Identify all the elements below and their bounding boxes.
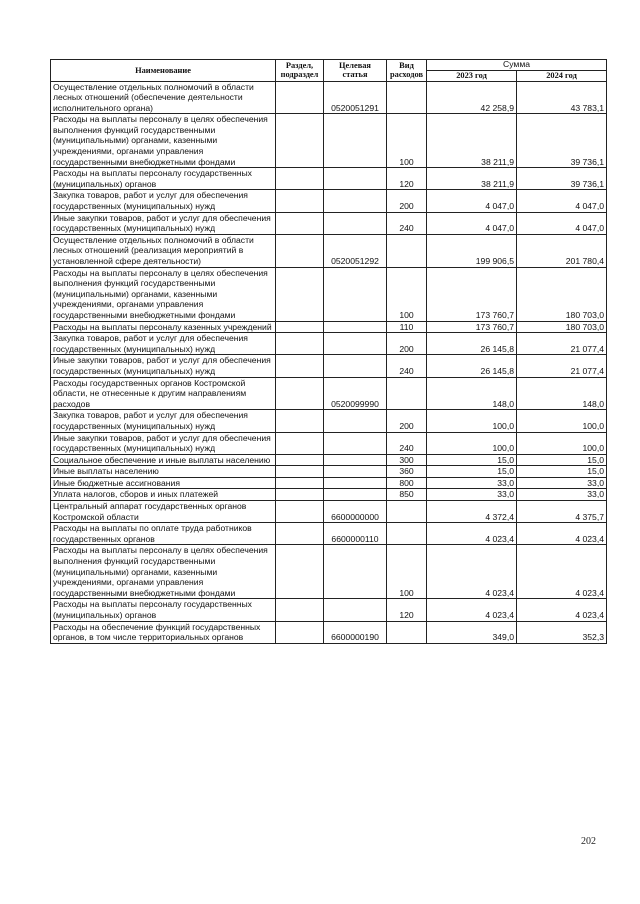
- table-row: [51, 545, 607, 599]
- table-header: [51, 60, 607, 82]
- cell-target: [324, 355, 387, 377]
- table-row: [51, 523, 607, 545]
- header-sum: Сумма: [427, 60, 607, 71]
- cell-section: [276, 466, 324, 478]
- cell-sum-2023: 42 258,9: [427, 81, 517, 114]
- header-section: Раздел, подраздел: [276, 60, 324, 82]
- cell-name: Расходы на выплаты персоналу государственных (муниципальных) органов: [51, 168, 276, 190]
- cell-type: 240: [387, 212, 427, 234]
- cell-type: [387, 234, 427, 267]
- cell-type: 100: [387, 267, 427, 321]
- cell-type: 200: [387, 410, 427, 432]
- cell-target: [324, 321, 387, 333]
- cell-target: [324, 267, 387, 321]
- cell-sum-2023: 4 023,4: [427, 545, 517, 599]
- cell-section: [276, 190, 324, 212]
- cell-section: [276, 454, 324, 466]
- cell-sum-2024: 15,0: [517, 454, 607, 466]
- table-row: [51, 377, 607, 410]
- cell-section: [276, 333, 324, 355]
- table-row: [51, 321, 607, 333]
- cell-sum-2024: 180 703,0: [517, 267, 607, 321]
- cell-type: 200: [387, 190, 427, 212]
- budget-table: [50, 59, 607, 644]
- cell-target: [324, 212, 387, 234]
- cell-type: [387, 523, 427, 545]
- cell-sum-2023: 26 145,8: [427, 355, 517, 377]
- cell-sum-2024: 201 780,4: [517, 234, 607, 267]
- cell-sum-2024: 21 077,4: [517, 355, 607, 377]
- cell-target: [324, 489, 387, 501]
- cell-target: [324, 477, 387, 489]
- cell-target: 6600000110: [324, 523, 387, 545]
- cell-section: [276, 489, 324, 501]
- cell-section: [276, 621, 324, 643]
- cell-type: 850: [387, 489, 427, 501]
- cell-sum-2024: 39 736,1: [517, 168, 607, 190]
- cell-name: Расходы на выплаты персоналу государственных (муниципальных) органов: [51, 599, 276, 621]
- cell-sum-2023: 38 211,9: [427, 168, 517, 190]
- cell-section: [276, 81, 324, 114]
- cell-type: 120: [387, 168, 427, 190]
- table-row: [51, 267, 607, 321]
- cell-target: [324, 333, 387, 355]
- table-body: [51, 81, 607, 643]
- table-row: [51, 599, 607, 621]
- cell-sum-2023: 33,0: [427, 489, 517, 501]
- table-row: [51, 333, 607, 355]
- cell-sum-2023: 349,0: [427, 621, 517, 643]
- cell-type: [387, 501, 427, 523]
- cell-type: 200: [387, 333, 427, 355]
- cell-sum-2024: 4 023,4: [517, 545, 607, 599]
- cell-sum-2023: 4 047,0: [427, 190, 517, 212]
- cell-type: 240: [387, 355, 427, 377]
- cell-name: Социальное обеспечение и иные выплаты населению: [51, 454, 276, 466]
- cell-type: 110: [387, 321, 427, 333]
- cell-type: [387, 81, 427, 114]
- cell-sum-2024: 39 736,1: [517, 114, 607, 168]
- cell-section: [276, 234, 324, 267]
- table-row: [51, 621, 607, 643]
- cell-sum-2023: 148,0: [427, 377, 517, 410]
- cell-sum-2024: 4 047,0: [517, 212, 607, 234]
- table-row: [51, 432, 607, 454]
- cell-sum-2023: 173 760,7: [427, 321, 517, 333]
- cell-sum-2023: 15,0: [427, 454, 517, 466]
- cell-name: Расходы на выплаты по оплате труда работников государственных органов: [51, 523, 276, 545]
- cell-section: [276, 267, 324, 321]
- cell-sum-2024: 100,0: [517, 410, 607, 432]
- cell-sum-2023: 199 906,5: [427, 234, 517, 267]
- cell-sum-2024: 15,0: [517, 466, 607, 478]
- cell-target: [324, 599, 387, 621]
- cell-name: Расходы на выплаты персоналу в целях обеспечения выполнения функций государственными (муниципальными) органами, казенными учреждениями, органами управления государственными внебюджетными фондами: [51, 267, 276, 321]
- cell-sum-2024: 4 023,4: [517, 523, 607, 545]
- cell-type: 240: [387, 432, 427, 454]
- cell-name: Иные закупки товаров, работ и услуг для обеспечения государственных (муниципальных) нужд: [51, 432, 276, 454]
- cell-sum-2023: 173 760,7: [427, 267, 517, 321]
- cell-sum-2023: 26 145,8: [427, 333, 517, 355]
- cell-target: [324, 410, 387, 432]
- cell-section: [276, 545, 324, 599]
- table-row: [51, 410, 607, 432]
- cell-section: [276, 599, 324, 621]
- cell-sum-2023: 15,0: [427, 466, 517, 478]
- cell-target: [324, 168, 387, 190]
- table-row: [51, 501, 607, 523]
- cell-sum-2024: 4 047,0: [517, 190, 607, 212]
- header-year-2023: 2023 год: [427, 70, 517, 81]
- cell-target: 0520051291: [324, 81, 387, 114]
- cell-section: [276, 501, 324, 523]
- cell-sum-2023: 100,0: [427, 432, 517, 454]
- cell-target: [324, 432, 387, 454]
- cell-section: [276, 410, 324, 432]
- cell-section: [276, 114, 324, 168]
- cell-type: [387, 621, 427, 643]
- header-name: Наименование: [51, 60, 276, 82]
- cell-sum-2024: 4 375,7: [517, 501, 607, 523]
- cell-sum-2023: 4 372,4: [427, 501, 517, 523]
- cell-name: Закупка товаров, работ и услуг для обеспечения государственных (муниципальных) нужд: [51, 410, 276, 432]
- cell-type: 120: [387, 599, 427, 621]
- cell-sum-2024: 148,0: [517, 377, 607, 410]
- cell-name: Иные закупки товаров, работ и услуг для обеспечения государственных (муниципальных) нужд: [51, 355, 276, 377]
- cell-section: [276, 477, 324, 489]
- cell-sum-2024: 43 783,1: [517, 81, 607, 114]
- cell-sum-2024: 100,0: [517, 432, 607, 454]
- cell-name: Иные закупки товаров, работ и услуг для обеспечения государственных (муниципальных) нужд: [51, 212, 276, 234]
- cell-type: 360: [387, 466, 427, 478]
- cell-sum-2024: 33,0: [517, 489, 607, 501]
- cell-sum-2023: 4 023,4: [427, 523, 517, 545]
- cell-target: [324, 454, 387, 466]
- cell-target: 0520051292: [324, 234, 387, 267]
- cell-sum-2023: 38 211,9: [427, 114, 517, 168]
- cell-name: Центральный аппарат государственных органов Костромской области: [51, 501, 276, 523]
- cell-sum-2023: 4 047,0: [427, 212, 517, 234]
- cell-section: [276, 321, 324, 333]
- cell-name: Закупка товаров, работ и услуг для обеспечения государственных (муниципальных) нужд: [51, 190, 276, 212]
- table-row: [51, 355, 607, 377]
- cell-section: [276, 377, 324, 410]
- cell-target: 6600000190: [324, 621, 387, 643]
- cell-type: 100: [387, 545, 427, 599]
- cell-name: Расходы на выплаты персоналу в целях обеспечения выполнения функций государственными (муниципальными) органами, казенными учреждениями, органами управления государственными внебюджетными фондами: [51, 545, 276, 599]
- cell-target: [324, 114, 387, 168]
- cell-name: Расходы на выплаты персоналу в целях обеспечения выполнения функций государственными (муниципальными) органами, казенными учреждениями, органами управления государственными внебюджетными фондами: [51, 114, 276, 168]
- cell-sum-2023: 100,0: [427, 410, 517, 432]
- cell-target: [324, 190, 387, 212]
- cell-name: Расходы на обеспечение функций государственных органов, в том числе территориальных органов: [51, 621, 276, 643]
- cell-target: [324, 466, 387, 478]
- cell-sum-2023: 33,0: [427, 477, 517, 489]
- table-row: [51, 168, 607, 190]
- header-year-2024: 2024 год: [517, 70, 607, 81]
- cell-section: [276, 523, 324, 545]
- table-row: [51, 190, 607, 212]
- table-row: [51, 81, 607, 114]
- cell-section: [276, 355, 324, 377]
- cell-type: [387, 377, 427, 410]
- cell-target: 0520099990: [324, 377, 387, 410]
- table-row: [51, 212, 607, 234]
- cell-name: Уплата налогов, сборов и иных платежей: [51, 489, 276, 501]
- cell-name: Расходы государственных органов Костромской области, не отнесенные к другим направлениям расходов: [51, 377, 276, 410]
- cell-name: Закупка товаров, работ и услуг для обеспечения государственных (муниципальных) нужд: [51, 333, 276, 355]
- page-number: 202: [581, 836, 596, 847]
- cell-name: Расходы на выплаты персоналу казенных учреждений: [51, 321, 276, 333]
- header-type: Вид расходов: [387, 60, 427, 82]
- cell-section: [276, 212, 324, 234]
- cell-sum-2024: 4 023,4: [517, 599, 607, 621]
- table-row: [51, 454, 607, 466]
- cell-section: [276, 168, 324, 190]
- table-row: [51, 114, 607, 168]
- table-row: [51, 489, 607, 501]
- cell-type: 300: [387, 454, 427, 466]
- cell-sum-2024: 33,0: [517, 477, 607, 489]
- table-row: [51, 477, 607, 489]
- header-target: Целевая статья: [324, 60, 387, 82]
- cell-name: Осуществление отдельных полномочий в области лесных отношений (обеспечение деятельности исполнительного органа): [51, 81, 276, 114]
- cell-sum-2024: 352,3: [517, 621, 607, 643]
- cell-name: Иные выплаты населению: [51, 466, 276, 478]
- table-row: [51, 466, 607, 478]
- cell-sum-2024: 21 077,4: [517, 333, 607, 355]
- cell-name: Иные бюджетные ассигнования: [51, 477, 276, 489]
- cell-type: 100: [387, 114, 427, 168]
- cell-sum-2023: 4 023,4: [427, 599, 517, 621]
- table-row: [51, 234, 607, 267]
- cell-sum-2024: 180 703,0: [517, 321, 607, 333]
- cell-section: [276, 432, 324, 454]
- cell-name: Осуществление отдельных полномочий в области лесных отношений (реализация мероприятий в установленной сфере деятельности): [51, 234, 276, 267]
- cell-target: [324, 545, 387, 599]
- cell-type: 800: [387, 477, 427, 489]
- cell-target: 6600000000: [324, 501, 387, 523]
